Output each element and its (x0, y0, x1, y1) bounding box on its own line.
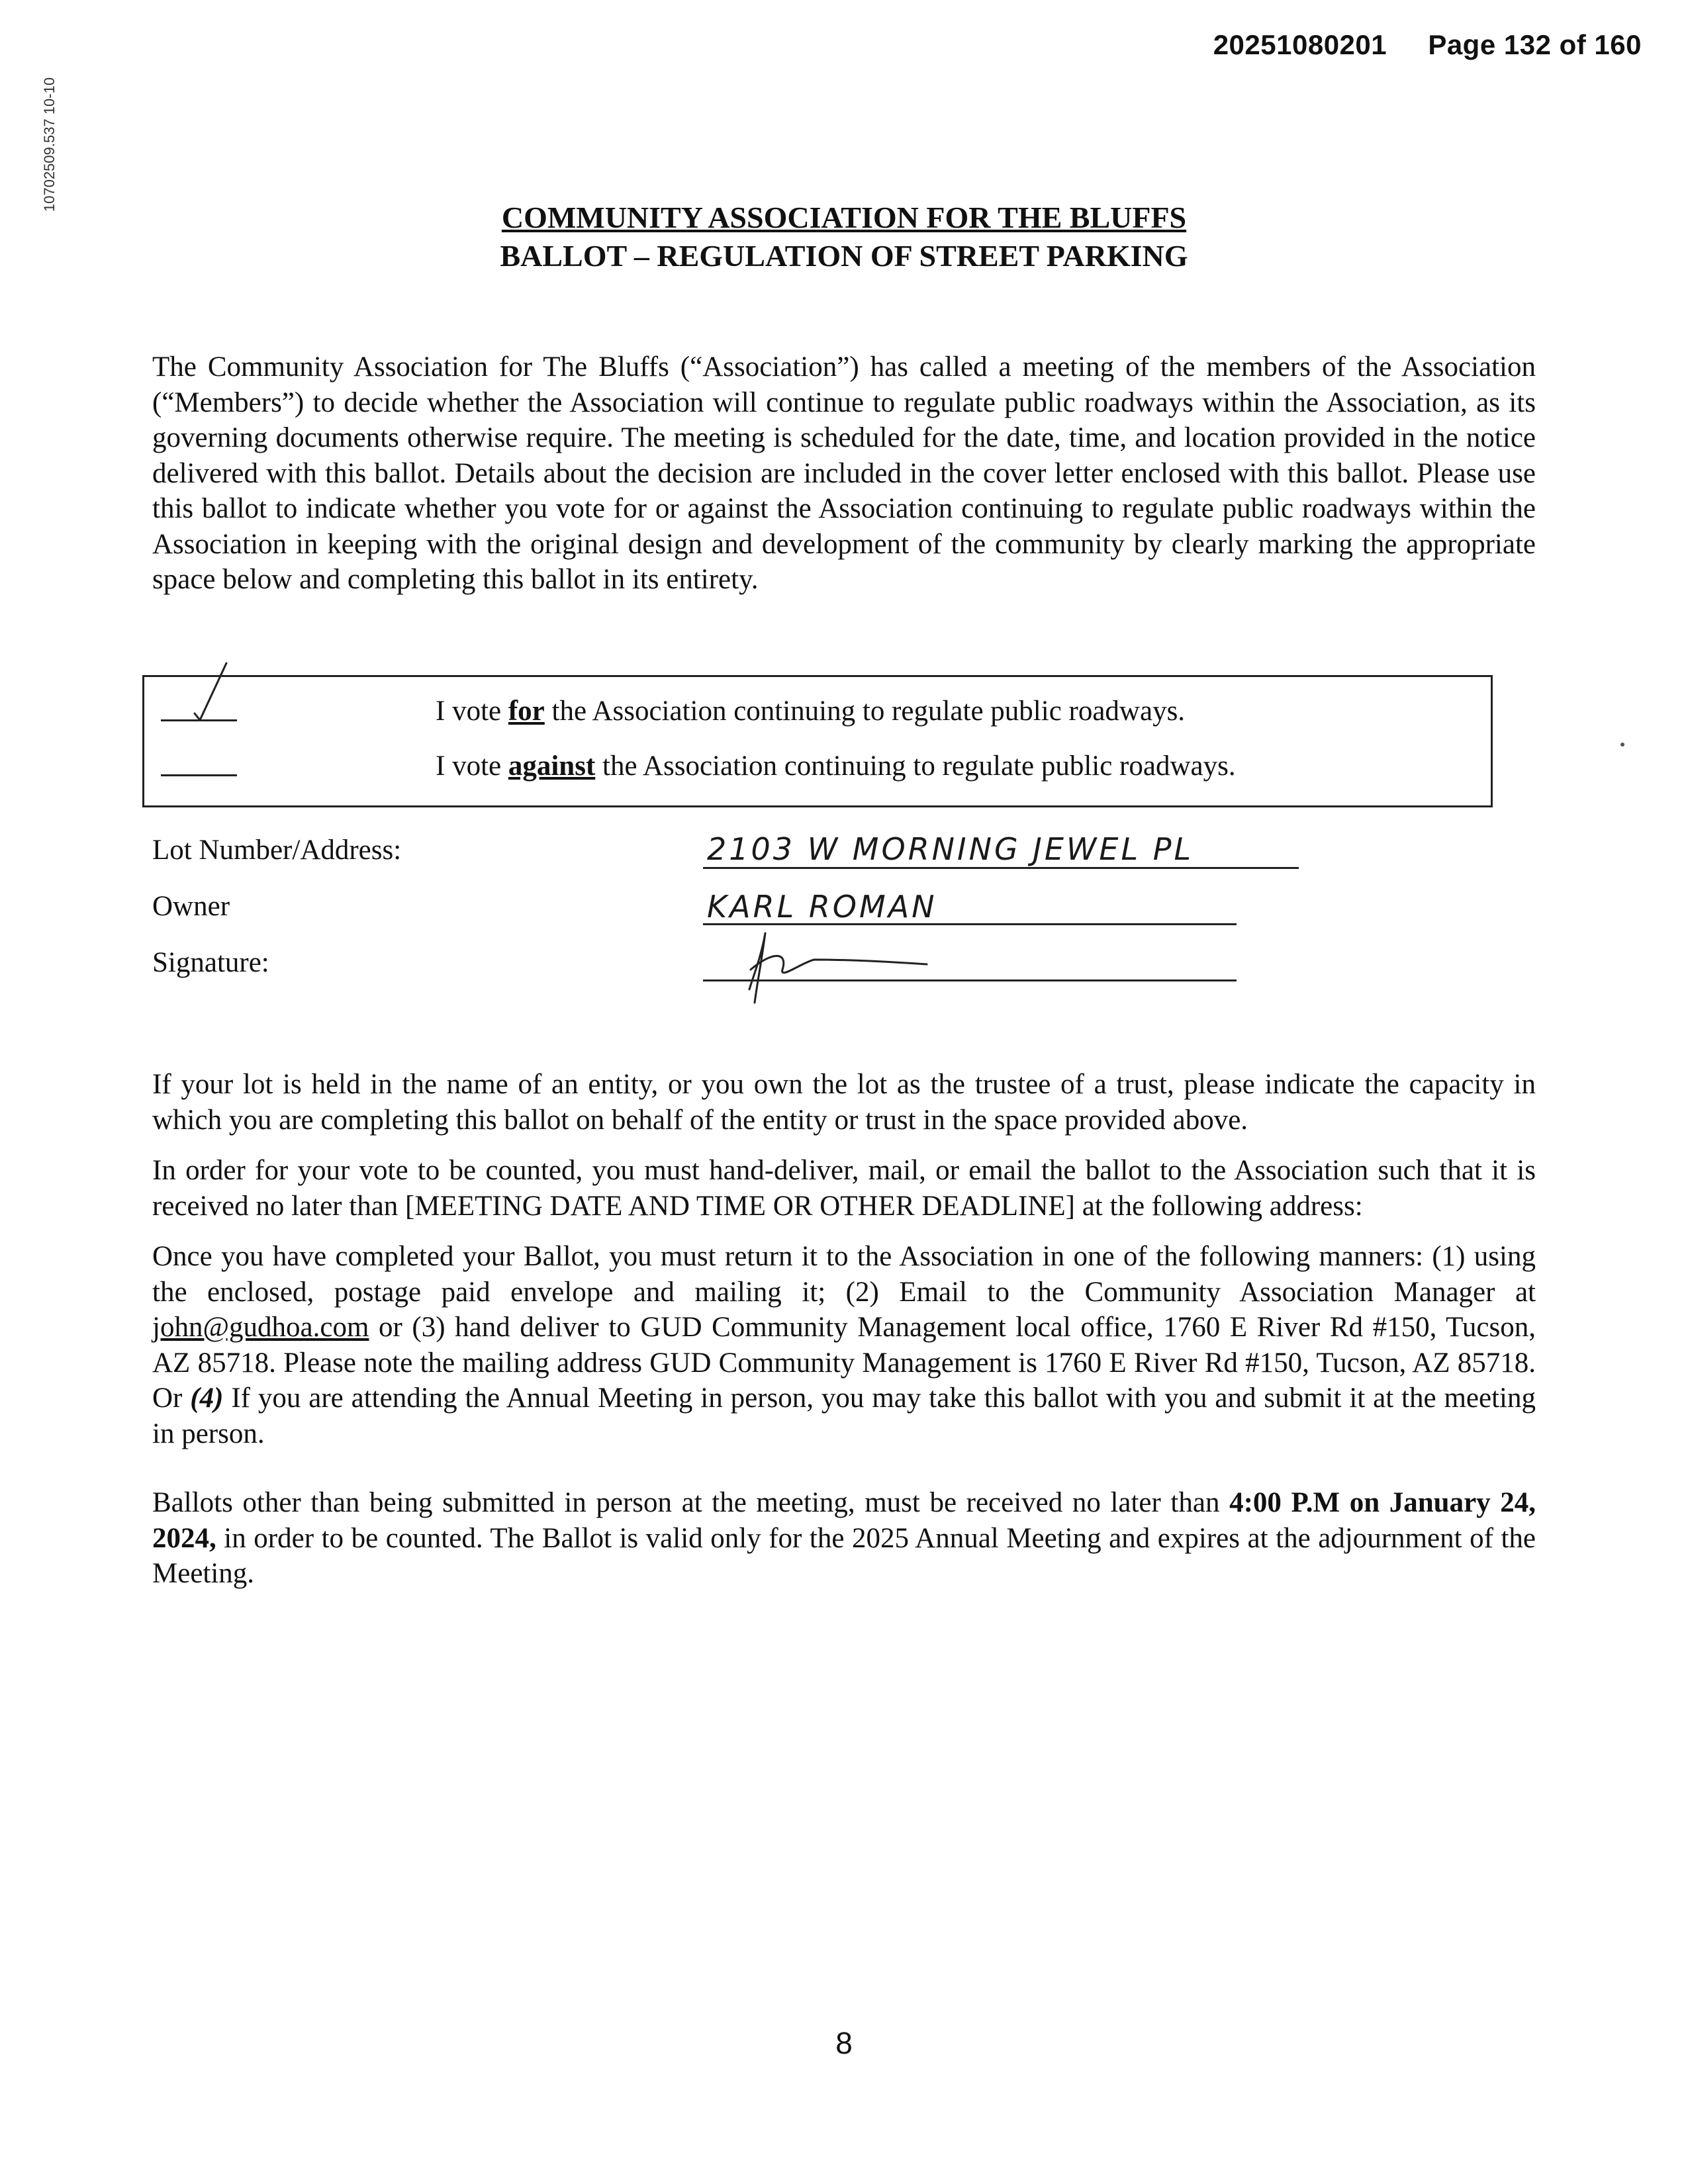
document-number: 20251080201 (1213, 29, 1387, 60)
deadline-time: 4:00 P.M on January 24, 2024, (152, 1487, 1536, 1554)
lot-address-value[interactable]: 2103 W MORNING JEWEL PL (707, 831, 1194, 867)
signature-label: Signature: (152, 947, 269, 978)
signature-mark[interactable] (735, 923, 1000, 1009)
intro-paragraph: The Community Association for The Bluffs (“Association”) has called a meeting of the members of the Association (“Members”) to decide whether the Association will continue to regulate public roadways within the Association, as its governing documents otherwise require. The meeting is scheduled for the date, time, and location provided in the notice delivered with this ballot. Details about the decision are included in the cover letter enclosed with this ballot. Please use this ballot to indicate whether you vote for or against the Association continuing to regulate public roadways within the Association in keeping with the original design and development of the community by clearly marking the appropriate space below and completing this ballot in its entirety. (152, 351, 1536, 595)
email-link[interactable]: john@gudhoa.com (152, 1312, 369, 1343)
page-header (1213, 29, 1642, 61)
lot-address-label: Lot Number/Address: (152, 835, 402, 866)
return-paragraph: Once you have completed your Ballot, you must return it to the Association in one of the following manners: (1) using the enclosed, postage paid envelope and mailing it; (2) Email to the Community Association Manager at john@gudhoa.com or (3) hand deliver to GUD Community Management local office, 1760 E River Rd #150, Tucson, AZ 85718. Please note the mailing address GUD Community Management is 1760 E River Rd #150, Tucson, AZ 85718. Or (4) If you are attending the Annual Meeting in person, you may take this ballot with you and submit it at the meeting in person. (152, 1241, 1536, 1449)
scan-speck (1620, 743, 1624, 747)
owner-value[interactable]: KARL ROMAN (707, 889, 937, 925)
deliver-paragraph: In order for your vote to be counted, you must hand-deliver, mail, or email the ballot to the Association such that it is received no later than [MEETING DATE AND TIME OR OTHER DEADLINE] at the following address: (152, 1155, 1536, 1222)
owner-label: Owner (152, 891, 230, 922)
checkmark-icon (154, 662, 246, 721)
vote-option-against[interactable] (144, 747, 1491, 786)
vote-option-for[interactable] (144, 692, 1491, 731)
page-number: 8 (835, 2026, 853, 2060)
lot-address-line (703, 867, 1299, 869)
vote-against-statement: I vote against the Association continuing to regulate public roadways. (436, 751, 1236, 782)
deadline-paragraph: Ballots other than being submitted in person at the meeting, must be received no later than 4:00 P.M on January 24, 2024, in order to be counted. The Ballot is valid only for the 2025 Annual Meeting and expires at the adjournment of the Meeting. (152, 1487, 1536, 1589)
entity-paragraph: If your lot is held in the name of an entity, or you own the lot as the trustee of a trust, please indicate the capacity in which you are completing this ballot on behalf of the entity or trust in the space provided above. (152, 1069, 1536, 1136)
title-line-2: BALLOT – REGULATION OF STREET PARKING (500, 239, 1188, 273)
page-label: Page 132 of 160 (1428, 29, 1642, 60)
vote-against-blank[interactable] (161, 774, 237, 776)
title-line-1: COMMUNITY ASSOCIATION FOR THE BLUFFS (501, 201, 1187, 234)
vote-for-statement: I vote for the Association continuing to regulate public roadways. (436, 696, 1186, 727)
side-document-code: 10702509.537 10-10 (41, 77, 58, 212)
vote-box (142, 675, 1493, 807)
document-title (0, 199, 1688, 275)
